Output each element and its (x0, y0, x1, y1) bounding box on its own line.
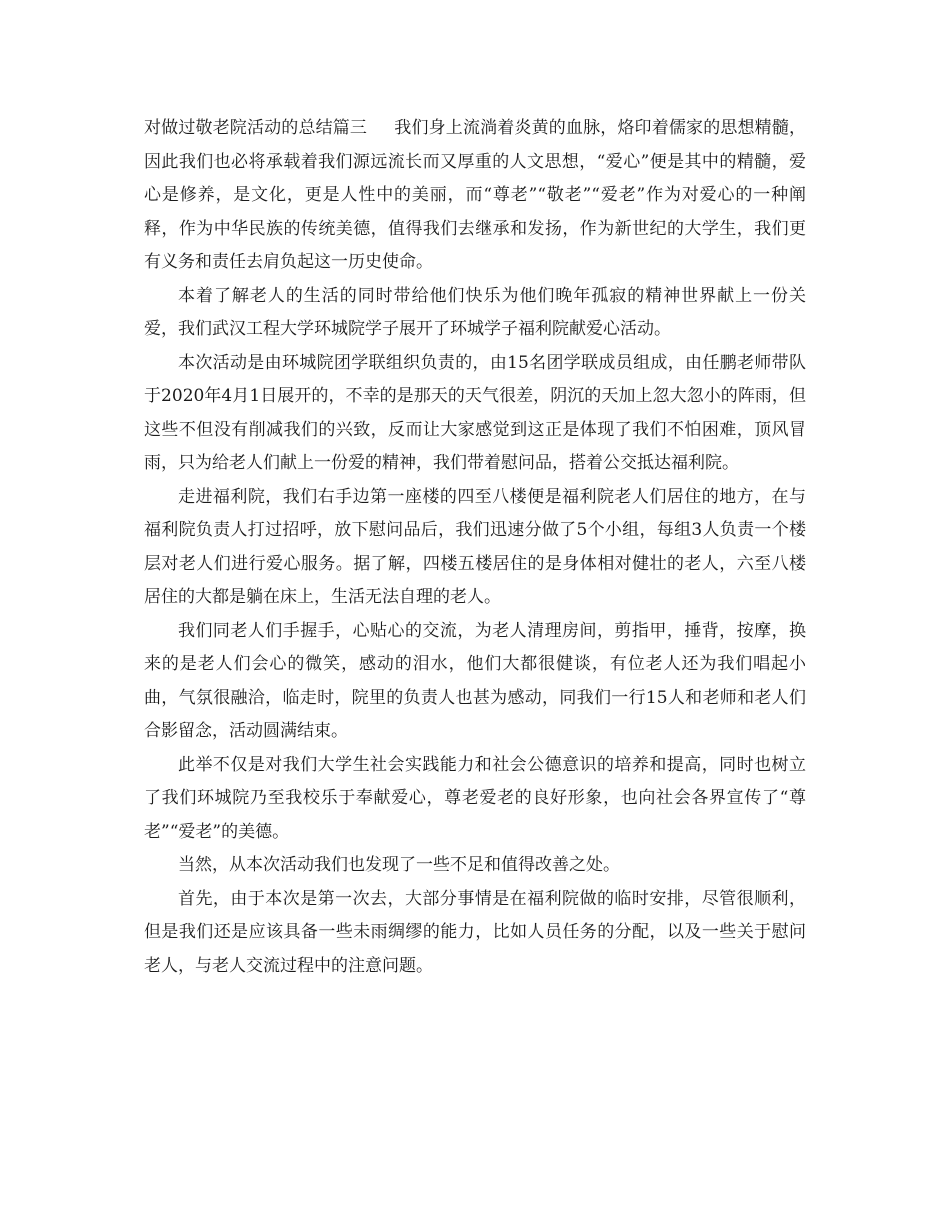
paragraph-4: 走进福利院，我们右手边第一座楼的四至八楼便是福利院老人们居住的地方，在与福利院负责人打过招呼，放下慰问品后，我们迅速分做了5个小组，每组3人负责一个楼层对老人们进行爱心服务。据了解，四楼五楼居住的是身体相对健壮的老人，六至八楼居住的大都是躺在床上，生活无法自理的老人。 (144, 486, 806, 607)
paragraph-3: 本次活动是由环城院团学联组织负责的，由15名团学联成员组成，由任鹏老师带队于2020年4月1日展开的，不幸的是那天的天气很差，阴沉的天加上忽大忽小的阵雨，但这些不但没有削减我们的兴致，反而让大家感觉到这正是体现了我们不怕困难，顶风冒雨，只为给老人们献上一份爱的精神，我们带着慰问品，搭着公交抵达福利院。 (144, 352, 806, 473)
document-page (144, 112, 806, 983)
paragraph-5: 我们同老人们手握手，心贴心的交流，为老人清理房间，剪指甲，捶背，按摩，换来的是老人们会心的微笑，感动的泪水，他们大都很健谈，有位老人还为我们唱起小曲，气氛很融洽，临走时，院里的负责人也甚为感动，同我们一行15人和老师和老人们合影留念，活动圆满结束。 (144, 620, 806, 741)
paragraph-6: 此举不仅是对我们大学生社会实践能力和社会公德意识的培养和提高，同时也树立了我们环城院乃至我校乐于奉献爱心，尊老爱老的良好形象，也向社会各界宣传了“尊老”“爱老”的美德。 (144, 754, 806, 842)
paragraph-1 (144, 112, 806, 280)
paragraph-1-text: 我们身上流淌着炎黄的血脉，烙印着儒家的思想精髓，因此我们也必将承载着我们源远流长而又厚重的人文思想，“爱心”便是其中的精髓，爱心是修养，是文化，更是人性中的美丽，而“尊老”“敬老”“爱老”作为对爱心的一种阐释，作为中华民族的传统美德，值得我们去继承和发扬，作为新世纪的大学生，我们更有义务和责任去肩负起这一历史使命。 (144, 118, 807, 272)
paragraph-7: 当然，从本次活动我们也发现了一些不足和值得改善之处。 (178, 855, 620, 875)
paragraph-2: 本着了解老人的生活的同时带给他们快乐为他们晚年孤寂的精神世界献上一份关爱，我们武汉工程大学环城院学子展开了环城学子福利院献爱心活动。 (144, 285, 806, 339)
document-title: 对做过敬老院活动的总结篇三 (144, 118, 368, 138)
paragraph-8: 首先，由于本次是第一次去，大部分事情是在福利院做的临时安排，尽管很顺利，但是我们还是应该具备一些未雨绸缪的能力，比如人员任务的分配，以及一些关于慰问老人，与老人交流过程中的注意问题。 (144, 888, 806, 976)
